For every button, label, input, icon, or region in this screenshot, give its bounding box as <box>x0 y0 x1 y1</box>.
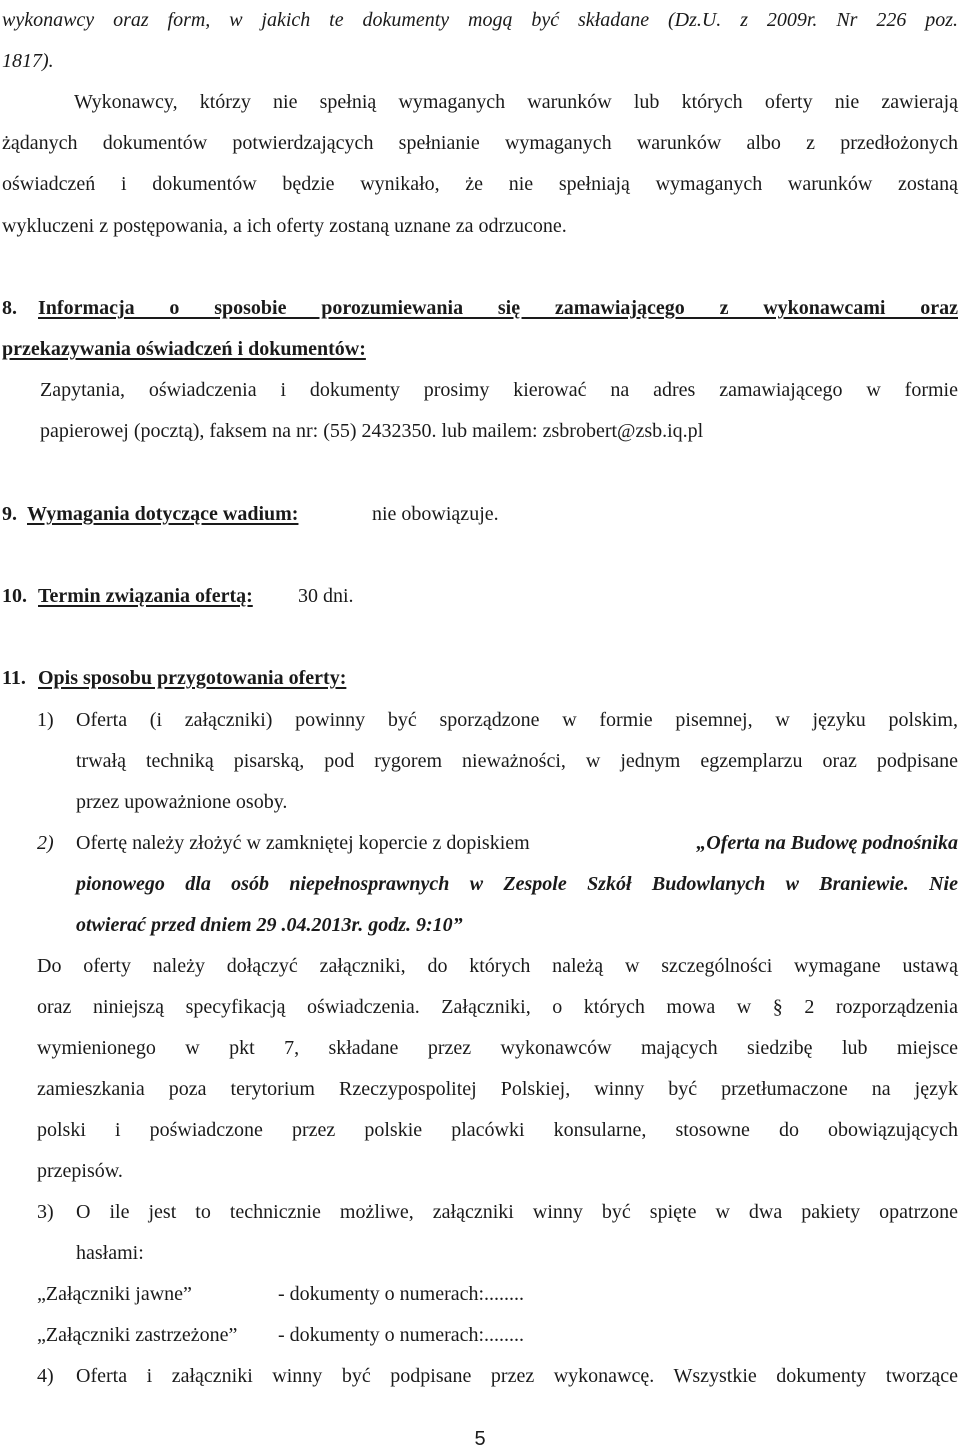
paragraph-line: przepisów. <box>37 1160 123 1182</box>
offer-label-text: „Oferta na Budowę podnośnika <box>696 832 958 854</box>
section-heading: Opis sposobu przygotowania oferty: <box>38 667 347 689</box>
list-marker: 4) <box>37 1365 54 1387</box>
page-number: 5 <box>474 1428 486 1450</box>
intro-line-2: 1817). <box>2 50 54 72</box>
packet-desc: - dokumenty o numerach:........ <box>278 1283 525 1305</box>
section-number: 11. <box>2 667 26 689</box>
section-heading: Wymagania dotyczące wadium: <box>27 503 299 525</box>
list-item-line: hasłami: <box>76 1242 144 1264</box>
list-item-line: Oferta (i załączniki) powinny być sporządzone w formie pisemnej, w języku polskim, <box>76 709 958 731</box>
list-item-line: Oferta i załączniki winny być podpisane przez wykonawcę. Wszystkie dokumenty tworzące <box>76 1365 958 1387</box>
paragraph-line: oraz niniejszą specyfikacją oświadczenia. Załączniki, o których mowa w § 2 rozporządzenia <box>37 996 958 1018</box>
list-item-line: przez upoważnione osoby. <box>76 791 288 813</box>
intro-line-1: wykonawcy oraz form, w jakich te dokumenty mogą być składane (Dz.U. z 2009r. Nr 226 poz. <box>2 9 958 31</box>
section-number: 8. <box>2 297 17 319</box>
paragraph-line: polski i poświadczone przez polskie placówki konsularne, stosowne do obowiązujących <box>37 1119 958 1141</box>
paragraph-line: wymienionego w pkt 7, składane przez wykonawców mających siedzibę lub miejsce <box>37 1037 958 1059</box>
packet-name: „Załączniki jawne” <box>37 1283 192 1305</box>
section-heading: Informacja o sposobie porozumiewania się zamawiającego z wykonawcami oraz <box>38 297 958 319</box>
paragraph-line: zamieszkania poza terytorium Rzeczypospolitej Polskiej, winny być przetłumaczone na język <box>37 1078 958 1100</box>
offer-label-text: otwierać przed dniem 29 .04.2013r. godz. 9:10” <box>76 914 463 936</box>
list-marker: 1) <box>37 709 54 731</box>
paragraph-line: oświadczeń i dokumentów będzie wynikało, że nie spełniają wymaganych warunków zostaną <box>2 173 958 195</box>
list-item-text: Ofertę należy złożyć w zamkniętej kopercie z dopiskiem <box>76 832 535 854</box>
packet-desc: - dokumenty o numerach:........ <box>278 1324 525 1346</box>
packet-name: „Załączniki zastrzeżone” <box>37 1324 238 1346</box>
paragraph-line: Wykonawcy, którzy nie spełnią wymaganych warunków lub których oferty nie zawierają <box>74 91 958 113</box>
list-marker: 2) <box>37 832 54 854</box>
paragraph-line: żądanych dokumentów potwierdzających spełnianie wymaganych warunków albo z przedłożonych <box>2 132 958 154</box>
section-body-line: Zapytania, oświadczenia i dokumenty prosimy kierować na adres zamawiającego w formie <box>40 379 958 401</box>
list-marker: 3) <box>37 1201 54 1223</box>
section-number: 9. <box>2 503 17 525</box>
section-heading: przekazywania oświadczeń i dokumentów: <box>2 338 366 360</box>
list-item-line: O ile jest to technicznie możliwe, załączniki winny być spięte w dwa pakiety opatrzone <box>76 1201 958 1223</box>
paragraph-line: Do oferty należy dołączyć załączniki, do których należą w szczególności wymagane ustawą <box>37 955 958 977</box>
offer-label-text: pionowego dla osób niepełnosprawnych w Zespole Szkół Budowlanych w Braniewie. Nie <box>76 873 958 895</box>
section-body-line: papierowej (pocztą), faksem na nr: (55) 2432350. lub mailem: zsbrobert@zsb.iq.pl <box>40 420 704 442</box>
section-value: nie obowiązuje. <box>372 503 499 525</box>
list-item-line <box>76 833 958 853</box>
section-number: 10. <box>2 585 27 607</box>
section-heading: Termin związania ofertą: <box>38 585 253 607</box>
section-value: 30 dni. <box>298 585 354 607</box>
paragraph-line: wykluczeni z postępowania, a ich oferty zostaną uznane za odrzucone. <box>2 215 567 237</box>
list-item-line: trwałą techniką pisarską, pod rygorem nieważności, w jednym egzemplarzu oraz podpisane <box>76 750 958 772</box>
